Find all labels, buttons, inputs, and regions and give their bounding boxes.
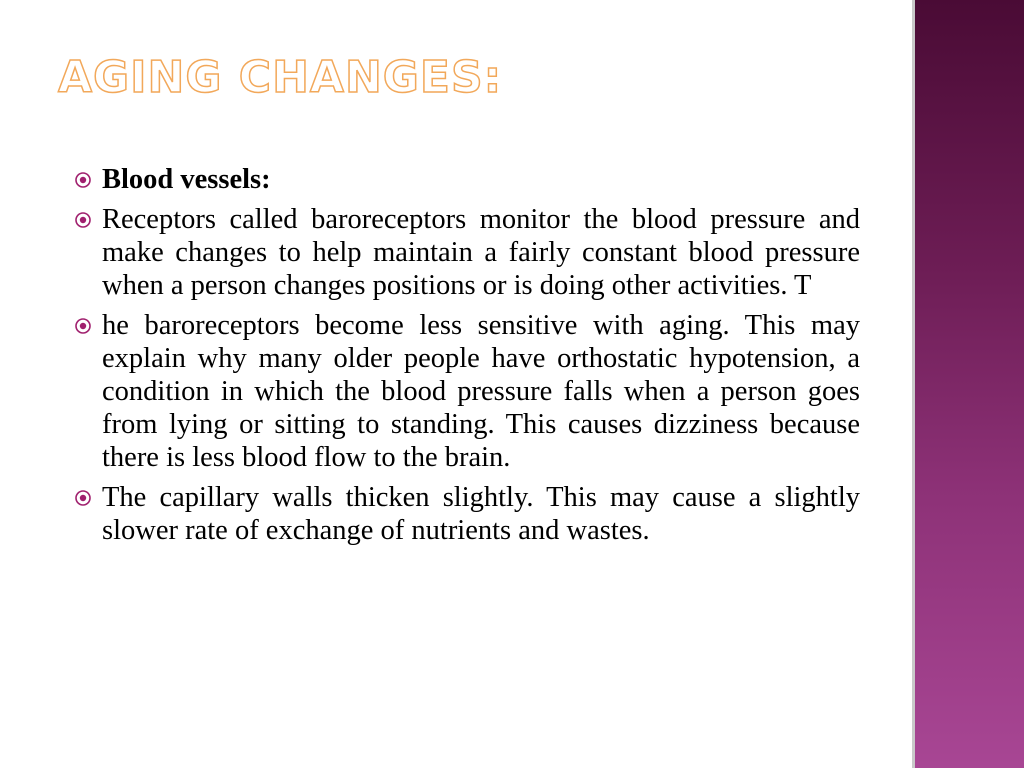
bullet-text: he baroreceptors become less sensitive with aging. This may explain why many older people have orthostatic hypotension, a condition in which the blood pressure falls when a person goes from lying or sitting to standing. This causes dizziness because there is less blood flow to the brain.	[102, 310, 860, 473]
bullet-text: The capillary walls thicken slightly. This may cause a slightly slower rate of exchange of nutrients and wastes.	[102, 482, 860, 546]
circled-dot-bullet-icon	[74, 489, 92, 507]
bullet-item-baroreceptors-aging	[74, 309, 860, 474]
bullet-item-receptors	[74, 203, 860, 302]
decorative-side-panel	[912, 0, 1024, 768]
bullet-text: Receptors called baroreceptors monitor the blood pressure and make changes to help maintain a fairly constant blood pressure when a person changes positions or is doing other activities. T	[102, 204, 860, 301]
bullet-item-capillary-walls	[74, 481, 860, 547]
circled-dot-bullet-icon	[74, 317, 92, 335]
circled-dot-bullet-icon	[74, 211, 92, 229]
slide-title: AGING CHANGES:	[58, 52, 503, 103]
circled-dot-bullet-icon	[74, 171, 92, 189]
bullet-list	[74, 163, 860, 554]
bullet-item-blood-vessels	[74, 163, 860, 196]
bullet-text: Blood vessels:	[102, 164, 271, 195]
side-panel-edge	[912, 0, 915, 768]
